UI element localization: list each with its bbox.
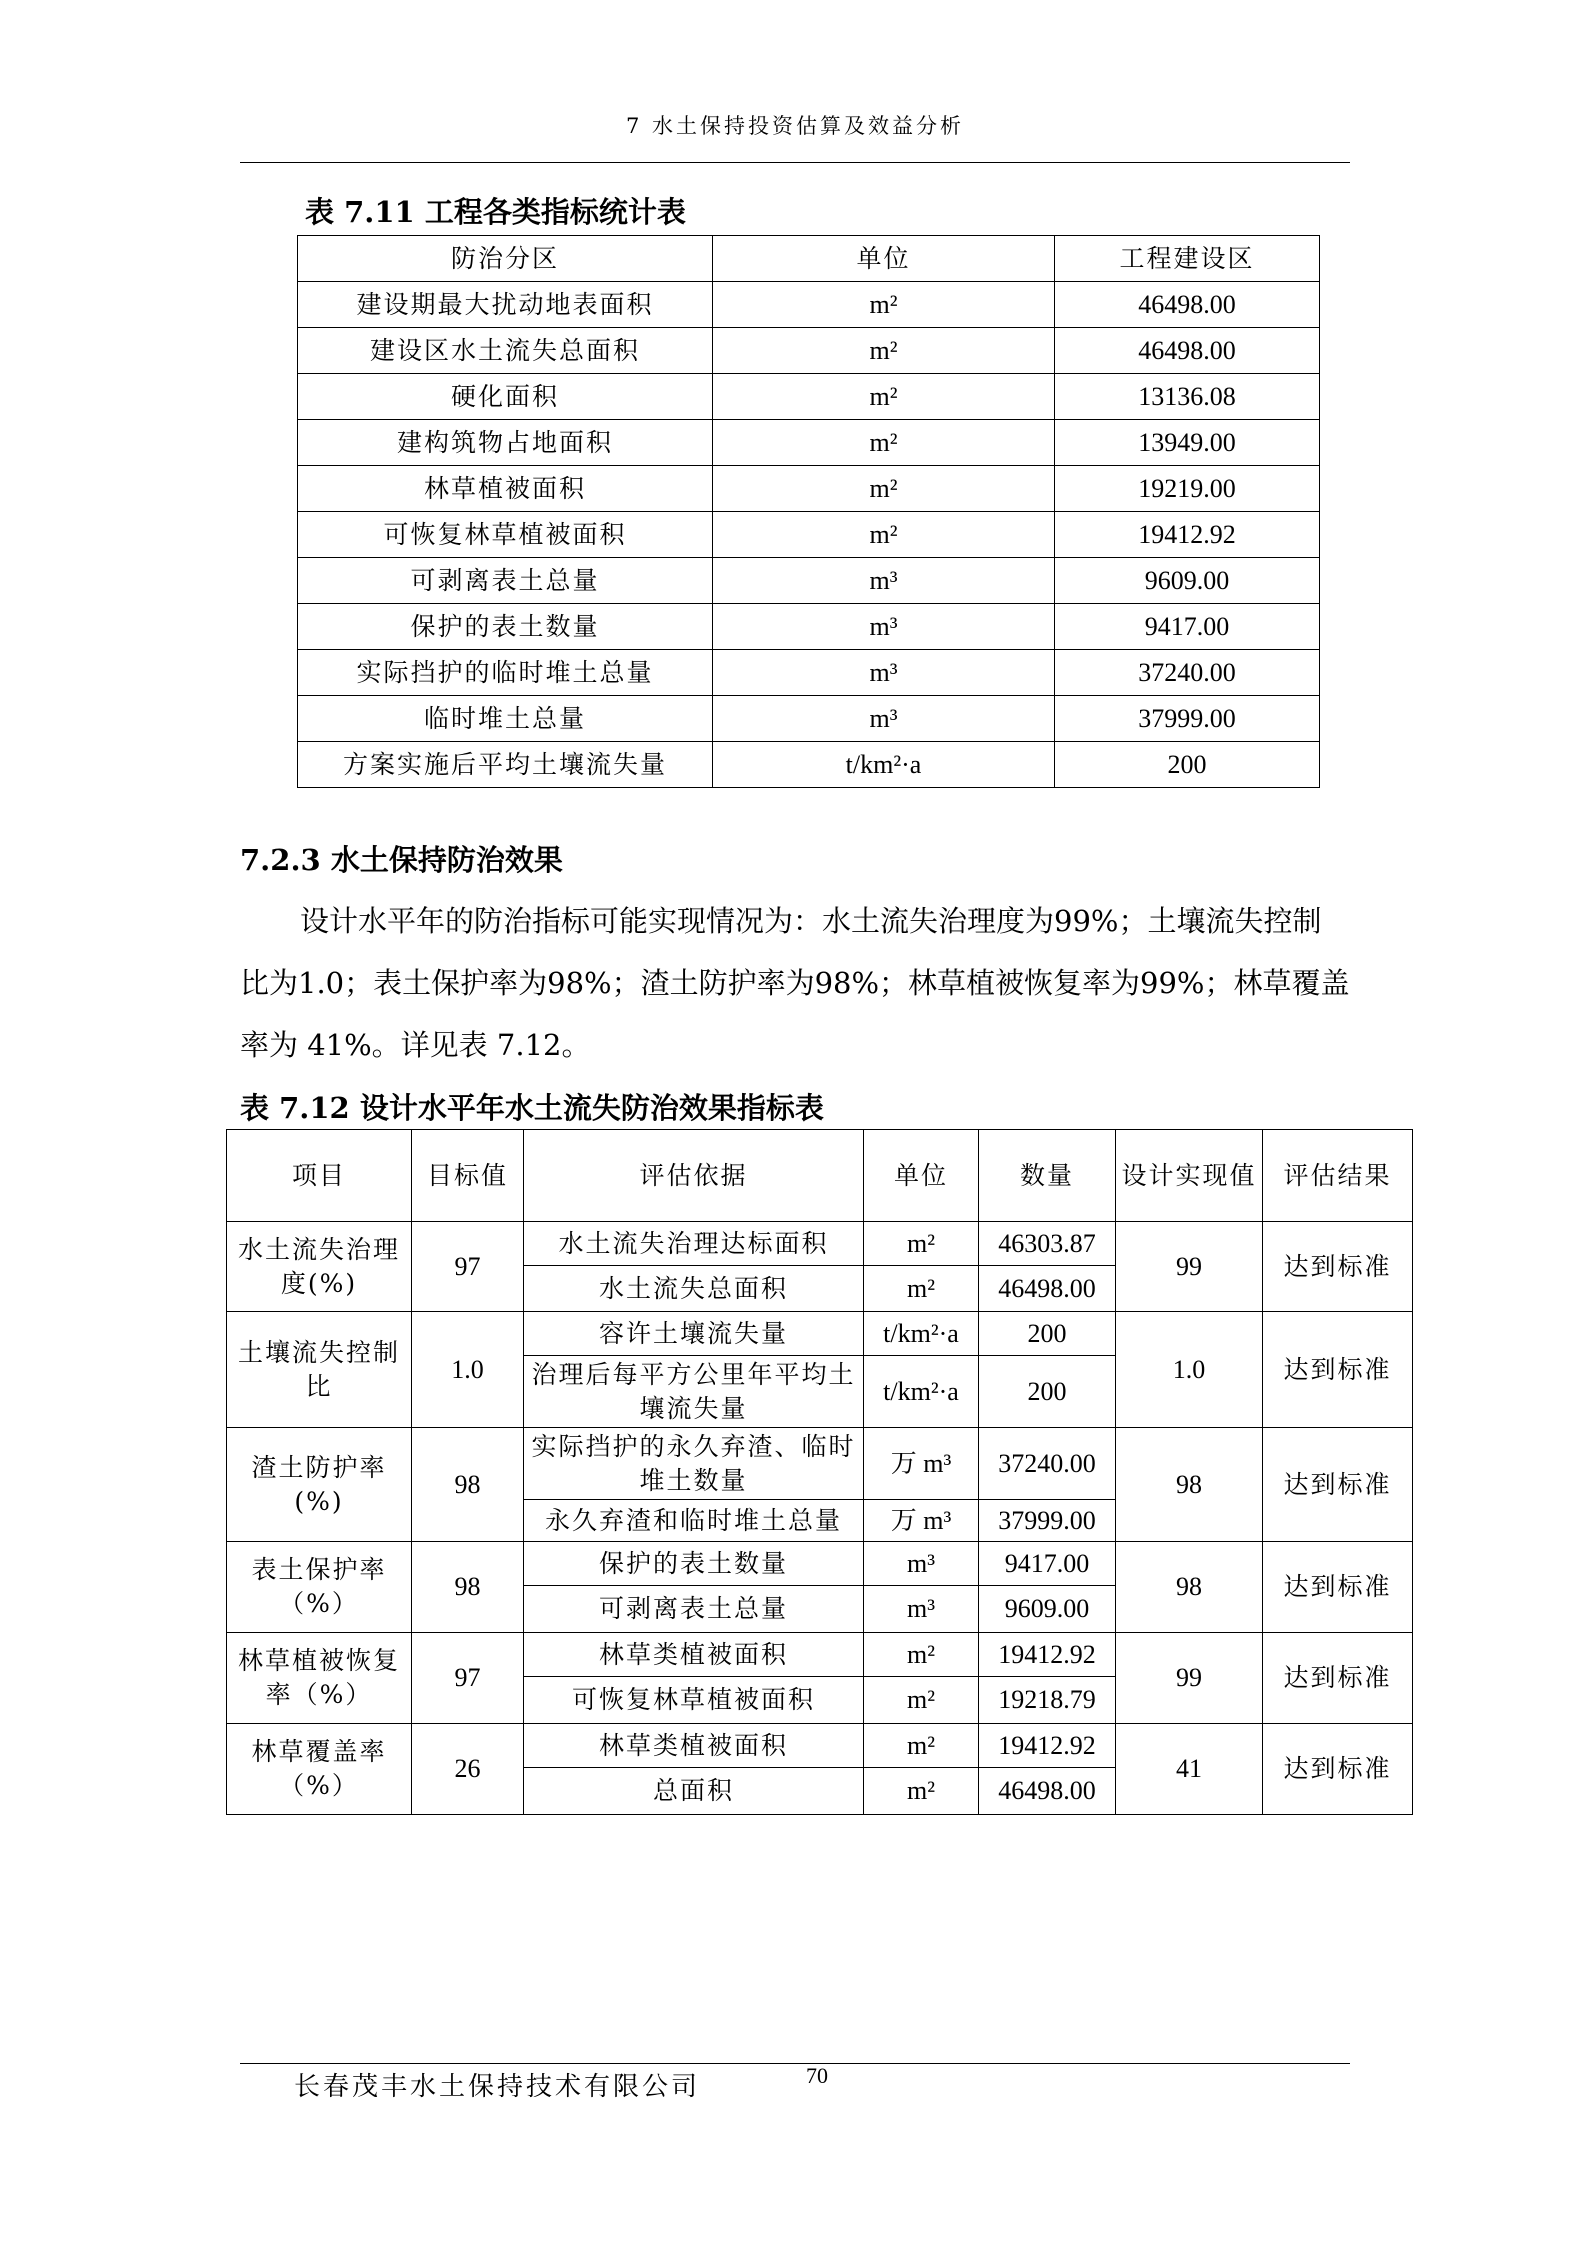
target-cell: 97 bbox=[412, 1633, 524, 1724]
qty-cell: 9609.00 bbox=[979, 1586, 1116, 1633]
item-cell: 林草植被恢复率（%） bbox=[227, 1633, 412, 1724]
body-paragraph bbox=[240, 890, 1350, 1076]
table-row bbox=[227, 1312, 1413, 1356]
table-row bbox=[298, 742, 1320, 788]
value-cell: 9417.00 bbox=[1055, 604, 1320, 650]
target-cell: 1.0 bbox=[412, 1312, 524, 1428]
zone-cell: 硬化面积 bbox=[298, 374, 713, 420]
qty-cell: 46498.00 bbox=[979, 1266, 1116, 1312]
table-row bbox=[227, 1542, 1413, 1586]
unit-cell: m² bbox=[713, 466, 1055, 512]
unit-cell: m³ bbox=[864, 1586, 979, 1633]
table-7-12-caption: 表 7.12 设计水平年水土流失防治效果指标表 bbox=[240, 1091, 824, 1125]
item-cell: 土壤流失控制比 bbox=[227, 1312, 412, 1428]
footer-rule bbox=[240, 2063, 1350, 2064]
header-cell: 项目 bbox=[227, 1130, 412, 1222]
zone-cell: 可恢复林草植被面积 bbox=[298, 512, 713, 558]
result-cell: 达到标准 bbox=[1263, 1724, 1413, 1815]
target-cell: 26 bbox=[412, 1724, 524, 1815]
table-row bbox=[298, 512, 1320, 558]
unit-cell: m² bbox=[864, 1677, 979, 1724]
value-cell: 46498.00 bbox=[1055, 328, 1320, 374]
value-cell: 200 bbox=[1055, 742, 1320, 788]
target-cell: 97 bbox=[412, 1222, 524, 1312]
actual-cell: 41 bbox=[1116, 1724, 1263, 1815]
table-7-12 bbox=[226, 1129, 1413, 1815]
table-row bbox=[298, 466, 1320, 512]
zone-cell: 建构筑物占地面积 bbox=[298, 420, 713, 466]
result-cell: 达到标准 bbox=[1263, 1428, 1413, 1542]
actual-cell: 1.0 bbox=[1116, 1312, 1263, 1428]
actual-cell: 99 bbox=[1116, 1222, 1263, 1312]
unit-cell: m³ bbox=[713, 696, 1055, 742]
paragraph-text: 设计水平年的防治指标可能实现情况为：水土流失治理度为99%；土壤流失控制比为1.0；表土保护率为98%；渣土防护率为98%；林草植被恢复率为99%；林草覆盖率为 41%。详见表 7.12。 bbox=[240, 904, 1350, 1062]
table-row bbox=[298, 374, 1320, 420]
qty-cell: 19218.79 bbox=[979, 1677, 1116, 1724]
actual-cell: 99 bbox=[1116, 1633, 1263, 1724]
page-header: 7 水土保持投资估算及效益分析 bbox=[625, 114, 965, 138]
unit-cell: t/km²·a bbox=[713, 742, 1055, 788]
basis-cell: 总面积 bbox=[524, 1768, 864, 1815]
target-cell: 98 bbox=[412, 1428, 524, 1542]
zone-cell: 保护的表土数量 bbox=[298, 604, 713, 650]
table-row bbox=[227, 1428, 1413, 1500]
header-cell: 目标值 bbox=[412, 1130, 524, 1222]
page-number: 70 bbox=[806, 2063, 828, 2088]
unit-cell: m² bbox=[864, 1222, 979, 1266]
unit-cell: m² bbox=[713, 328, 1055, 374]
header-cell: 数量 bbox=[979, 1130, 1116, 1222]
basis-cell: 实际挡护的永久弃渣、临时堆土数量 bbox=[524, 1428, 864, 1500]
unit-cell: m² bbox=[864, 1724, 979, 1768]
result-cell: 达到标准 bbox=[1263, 1633, 1413, 1724]
zone-cell: 建设区水土流失总面积 bbox=[298, 328, 713, 374]
unit-cell: m² bbox=[864, 1768, 979, 1815]
table-row bbox=[298, 604, 1320, 650]
basis-cell: 水土流失总面积 bbox=[524, 1266, 864, 1312]
target-cell: 98 bbox=[412, 1542, 524, 1633]
basis-cell: 可恢复林草植被面积 bbox=[524, 1677, 864, 1724]
table-row bbox=[298, 696, 1320, 742]
value-cell: 37999.00 bbox=[1055, 696, 1320, 742]
zone-cell: 建设期最大扰动地表面积 bbox=[298, 282, 713, 328]
unit-cell: 万 m³ bbox=[864, 1500, 979, 1542]
actual-cell: 98 bbox=[1116, 1428, 1263, 1542]
basis-cell: 永久弃渣和临时堆土总量 bbox=[524, 1500, 864, 1542]
value-cell: 13949.00 bbox=[1055, 420, 1320, 466]
table-row bbox=[298, 558, 1320, 604]
unit-cell: t/km²·a bbox=[864, 1312, 979, 1356]
header-cell: 设计实现值 bbox=[1116, 1130, 1263, 1222]
item-cell: 渣土防护率(%) bbox=[227, 1428, 412, 1542]
item-cell: 林草覆盖率（%） bbox=[227, 1724, 412, 1815]
header-cell: 单位 bbox=[864, 1130, 979, 1222]
zone-cell: 临时堆土总量 bbox=[298, 696, 713, 742]
basis-cell: 保护的表土数量 bbox=[524, 1542, 864, 1586]
table-header-row bbox=[227, 1130, 1413, 1222]
footer-company: 长春茂丰水土保持技术有限公司 bbox=[294, 2072, 701, 2102]
table-7-11 bbox=[297, 235, 1320, 788]
value-cell: 46498.00 bbox=[1055, 282, 1320, 328]
table-row bbox=[298, 420, 1320, 466]
zone-cell: 实际挡护的临时堆土总量 bbox=[298, 650, 713, 696]
qty-cell: 46498.00 bbox=[979, 1768, 1116, 1815]
value-cell: 9609.00 bbox=[1055, 558, 1320, 604]
result-cell: 达到标准 bbox=[1263, 1542, 1413, 1633]
table-row bbox=[227, 1222, 1413, 1266]
header-cell: 评估结果 bbox=[1263, 1130, 1413, 1222]
unit-cell: m³ bbox=[713, 650, 1055, 696]
basis-cell: 林草类植被面积 bbox=[524, 1724, 864, 1768]
unit-cell: m³ bbox=[713, 558, 1055, 604]
item-cell: 水土流失治理度(%) bbox=[227, 1222, 412, 1312]
table-row bbox=[298, 328, 1320, 374]
unit-cell: m² bbox=[713, 420, 1055, 466]
unit-cell: m² bbox=[713, 512, 1055, 558]
basis-cell: 容许土壤流失量 bbox=[524, 1312, 864, 1356]
qty-cell: 37999.00 bbox=[979, 1500, 1116, 1542]
unit-cell: m² bbox=[864, 1633, 979, 1677]
header-rule bbox=[240, 162, 1350, 163]
unit-cell: m³ bbox=[713, 604, 1055, 650]
zone-cell: 方案实施后平均土壤流失量 bbox=[298, 742, 713, 788]
basis-cell: 水土流失治理达标面积 bbox=[524, 1222, 864, 1266]
qty-cell: 200 bbox=[979, 1312, 1116, 1356]
unit-cell: m² bbox=[713, 282, 1055, 328]
header-cell: 防治分区 bbox=[298, 236, 713, 282]
table-row bbox=[298, 650, 1320, 696]
unit-cell: m² bbox=[864, 1266, 979, 1312]
table-header-row bbox=[298, 236, 1320, 282]
qty-cell: 19412.92 bbox=[979, 1633, 1116, 1677]
header-cell: 单位 bbox=[713, 236, 1055, 282]
item-cell: 表土保护率（%） bbox=[227, 1542, 412, 1633]
table-row bbox=[298, 282, 1320, 328]
value-cell: 19219.00 bbox=[1055, 466, 1320, 512]
header-cell: 评估依据 bbox=[524, 1130, 864, 1222]
value-cell: 13136.08 bbox=[1055, 374, 1320, 420]
section-heading: 7.2.3 水土保持防治效果 bbox=[240, 843, 563, 877]
table-row bbox=[227, 1633, 1413, 1677]
result-cell: 达到标准 bbox=[1263, 1312, 1413, 1428]
value-cell: 19412.92 bbox=[1055, 512, 1320, 558]
result-cell: 达到标准 bbox=[1263, 1222, 1413, 1312]
qty-cell: 9417.00 bbox=[979, 1542, 1116, 1586]
table-7-11-caption: 表 7.11 工程各类指标统计表 bbox=[305, 195, 686, 229]
basis-cell: 可剥离表土总量 bbox=[524, 1586, 864, 1633]
actual-cell: 98 bbox=[1116, 1542, 1263, 1633]
basis-cell: 治理后每平方公里年平均土壤流失量 bbox=[524, 1356, 864, 1428]
unit-cell: t/km²·a bbox=[864, 1356, 979, 1428]
qty-cell: 19412.92 bbox=[979, 1724, 1116, 1768]
basis-cell: 林草类植被面积 bbox=[524, 1633, 864, 1677]
qty-cell: 37240.00 bbox=[979, 1428, 1116, 1500]
unit-cell: 万 m³ bbox=[864, 1428, 979, 1500]
qty-cell: 200 bbox=[979, 1356, 1116, 1428]
zone-cell: 可剥离表土总量 bbox=[298, 558, 713, 604]
header-cell: 工程建设区 bbox=[1055, 236, 1320, 282]
table-row bbox=[227, 1724, 1413, 1768]
zone-cell: 林草植被面积 bbox=[298, 466, 713, 512]
unit-cell: m² bbox=[713, 374, 1055, 420]
qty-cell: 46303.87 bbox=[979, 1222, 1116, 1266]
unit-cell: m³ bbox=[864, 1542, 979, 1586]
value-cell: 37240.00 bbox=[1055, 650, 1320, 696]
